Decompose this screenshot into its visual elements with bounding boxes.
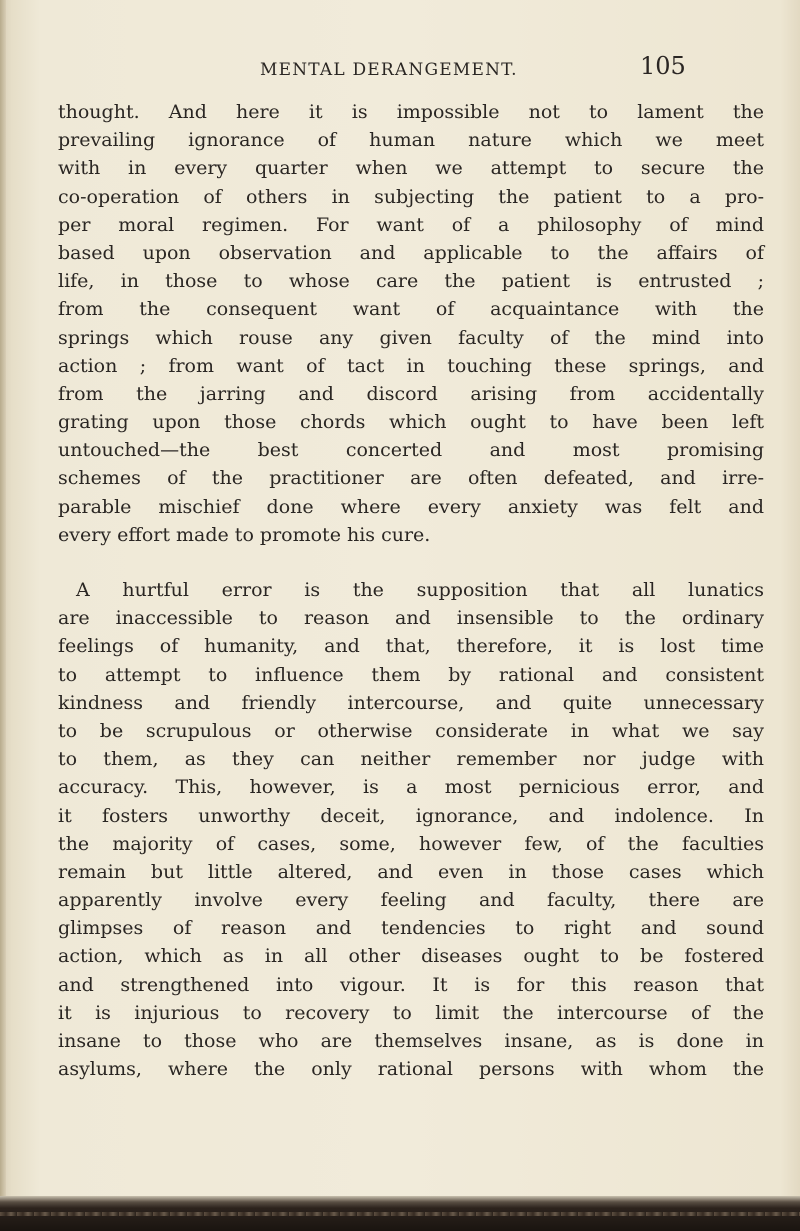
text-line: action, which as in all other diseases ought to be fostered [58,945,764,968]
text-line: apparently involve every feeling and faculty, there are [58,889,764,912]
text-line: schemes of the practitioner are often defeated, and irre- [58,467,764,490]
paragraph [58,98,764,549]
text-line: A hurtful error is the supposition that all lunatics [76,579,764,601]
text-line: the majority of cases, some, however few, of the faculties [58,832,764,855]
text-line: remain but little altered, and even in those cases which [58,860,764,883]
text-line: kindness and friendly intercourse, and quite unnecessary [58,691,764,714]
text-line: accuracy. This, however, is a most pernicious error, and [58,776,764,799]
text-line: springs which rouse any given faculty of the mind into [58,326,764,349]
text-line: per moral regimen. For want of a philosophy of mind [58,213,764,236]
text-line: asylums, where the only rational persons with whom the [58,1058,764,1081]
text-line: are inaccessible to reason and insensible to the ordinary [58,607,764,630]
text-line: action ; from want of tact in touching these springs, and [58,354,764,377]
text-line: from the jarring and discord arising from accidentally [58,382,764,405]
text-line: untouched—the best concerted and most promising [58,439,764,462]
text-line: and strengthened into vigour. It is for this reason that [58,973,764,996]
text-line: life, in those to whose care the patient is entrusted ; [58,270,764,293]
page-binding-edge [0,0,6,1231]
text-line: based upon observation and applicable to the affairs of [58,241,764,264]
text-line: with in every quarter when we attempt to secure the [58,157,764,180]
text-line: it fosters unworthy deceit, ignorance, and indolence. In [58,804,764,827]
text-line: insane to those who are themselves insane, as is done in [58,1030,764,1052]
text-line: every effort made to promote his cure. [58,523,431,546]
text-line: to be scrupulous or otherwise considerate in what we say [58,719,764,742]
paragraph [58,576,764,1083]
text-line: thought. And here it is impossible not to lament the [58,101,764,123]
body-text [58,98,764,1083]
running-head: MENTAL DERANGEMENT. [260,60,518,80]
text-line: from the consequent want of acquaintance with the [58,298,764,321]
text-line: to them, as they can neither remember nor judge with [58,748,764,771]
text-line: glimpses of reason and tendencies to right and sound [58,917,764,940]
page-bottom-stripe [0,1212,800,1216]
text-line: grating upon those chords which ought to have been left [58,411,764,434]
text-line: it is injurious to recovery to limit the intercourse of the [58,1001,764,1024]
page-header [0,52,800,88]
text-line: to attempt to influence them by rational and consistent [58,663,764,686]
text-line: co-operation of others in subjecting the patient to a pro- [58,185,764,208]
page-number: 105 [640,52,686,80]
text-line: parable mischief done where every anxiety was felt and [58,495,764,518]
paragraph-gap [58,549,764,576]
text-line: prevailing ignorance of human nature which we meet [58,129,764,152]
text-line: feelings of humanity, and that, therefore, it is lost time [58,635,764,658]
